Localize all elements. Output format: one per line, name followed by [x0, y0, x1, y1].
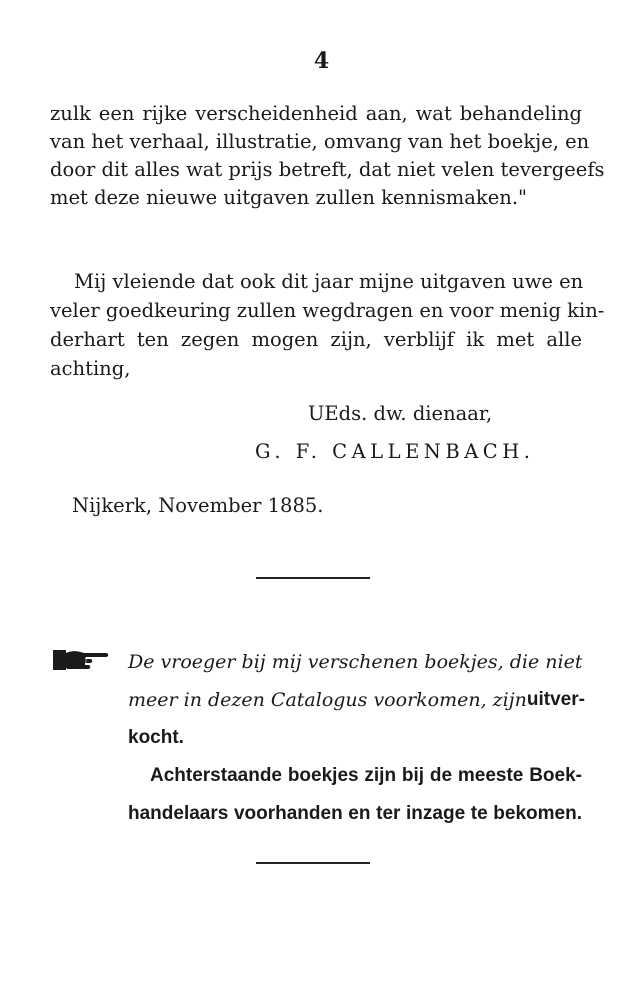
note-line-3: kocht. — [128, 727, 184, 748]
signature: G. F. CALLENBACH. — [255, 440, 535, 463]
paragraph-line-1: Mij vleiende dat ook dit jaar mijne uitgaven uwe en — [74, 270, 584, 293]
note-line-2-italic: meer in dezen Catalogus voorkomen, zijn — [128, 689, 527, 711]
divider-bottom — [256, 862, 370, 864]
paragraph-line-2: veler goedkeuring zullen wegdragen en voor menig kin- — [50, 299, 605, 322]
quote-line-1: zulk een rijke verscheidenheid aan, wat behandeling — [50, 102, 582, 125]
quote-line-3: door dit alles wat prijs betreft, dat niet velen tevergeefs — [50, 158, 605, 181]
note-line-1: De vroeger bij mij verschenen boekjes, die niet — [128, 651, 583, 673]
page-number: 4 — [313, 48, 330, 74]
paragraph-line-4: achting, — [50, 357, 131, 380]
place-date: Nijkerk, November 1885. — [72, 494, 324, 517]
note-line-2-bold: uitver- — [526, 689, 585, 710]
quote-line-4: met deze nieuwe uitgaven zullen kennismaken." — [50, 186, 527, 209]
closing-salutation: UEds. dw. dienaar, — [308, 402, 493, 425]
quote-line-2: van het verhaal, illustratie, omvang van het boekje, en — [50, 130, 590, 153]
note-line-5: handelaars voorhanden en ter inzage te bekomen. — [128, 803, 582, 824]
note-line-2 — [128, 686, 585, 714]
paragraph-line-3: derhart ten zegen mogen zijn, verblijf ik met alle — [50, 328, 582, 351]
note-line-4: Achterstaande boekjes zijn bij de meeste Boek- — [150, 765, 582, 786]
pointing-hand-icon — [52, 647, 110, 673]
divider-top — [256, 577, 370, 579]
